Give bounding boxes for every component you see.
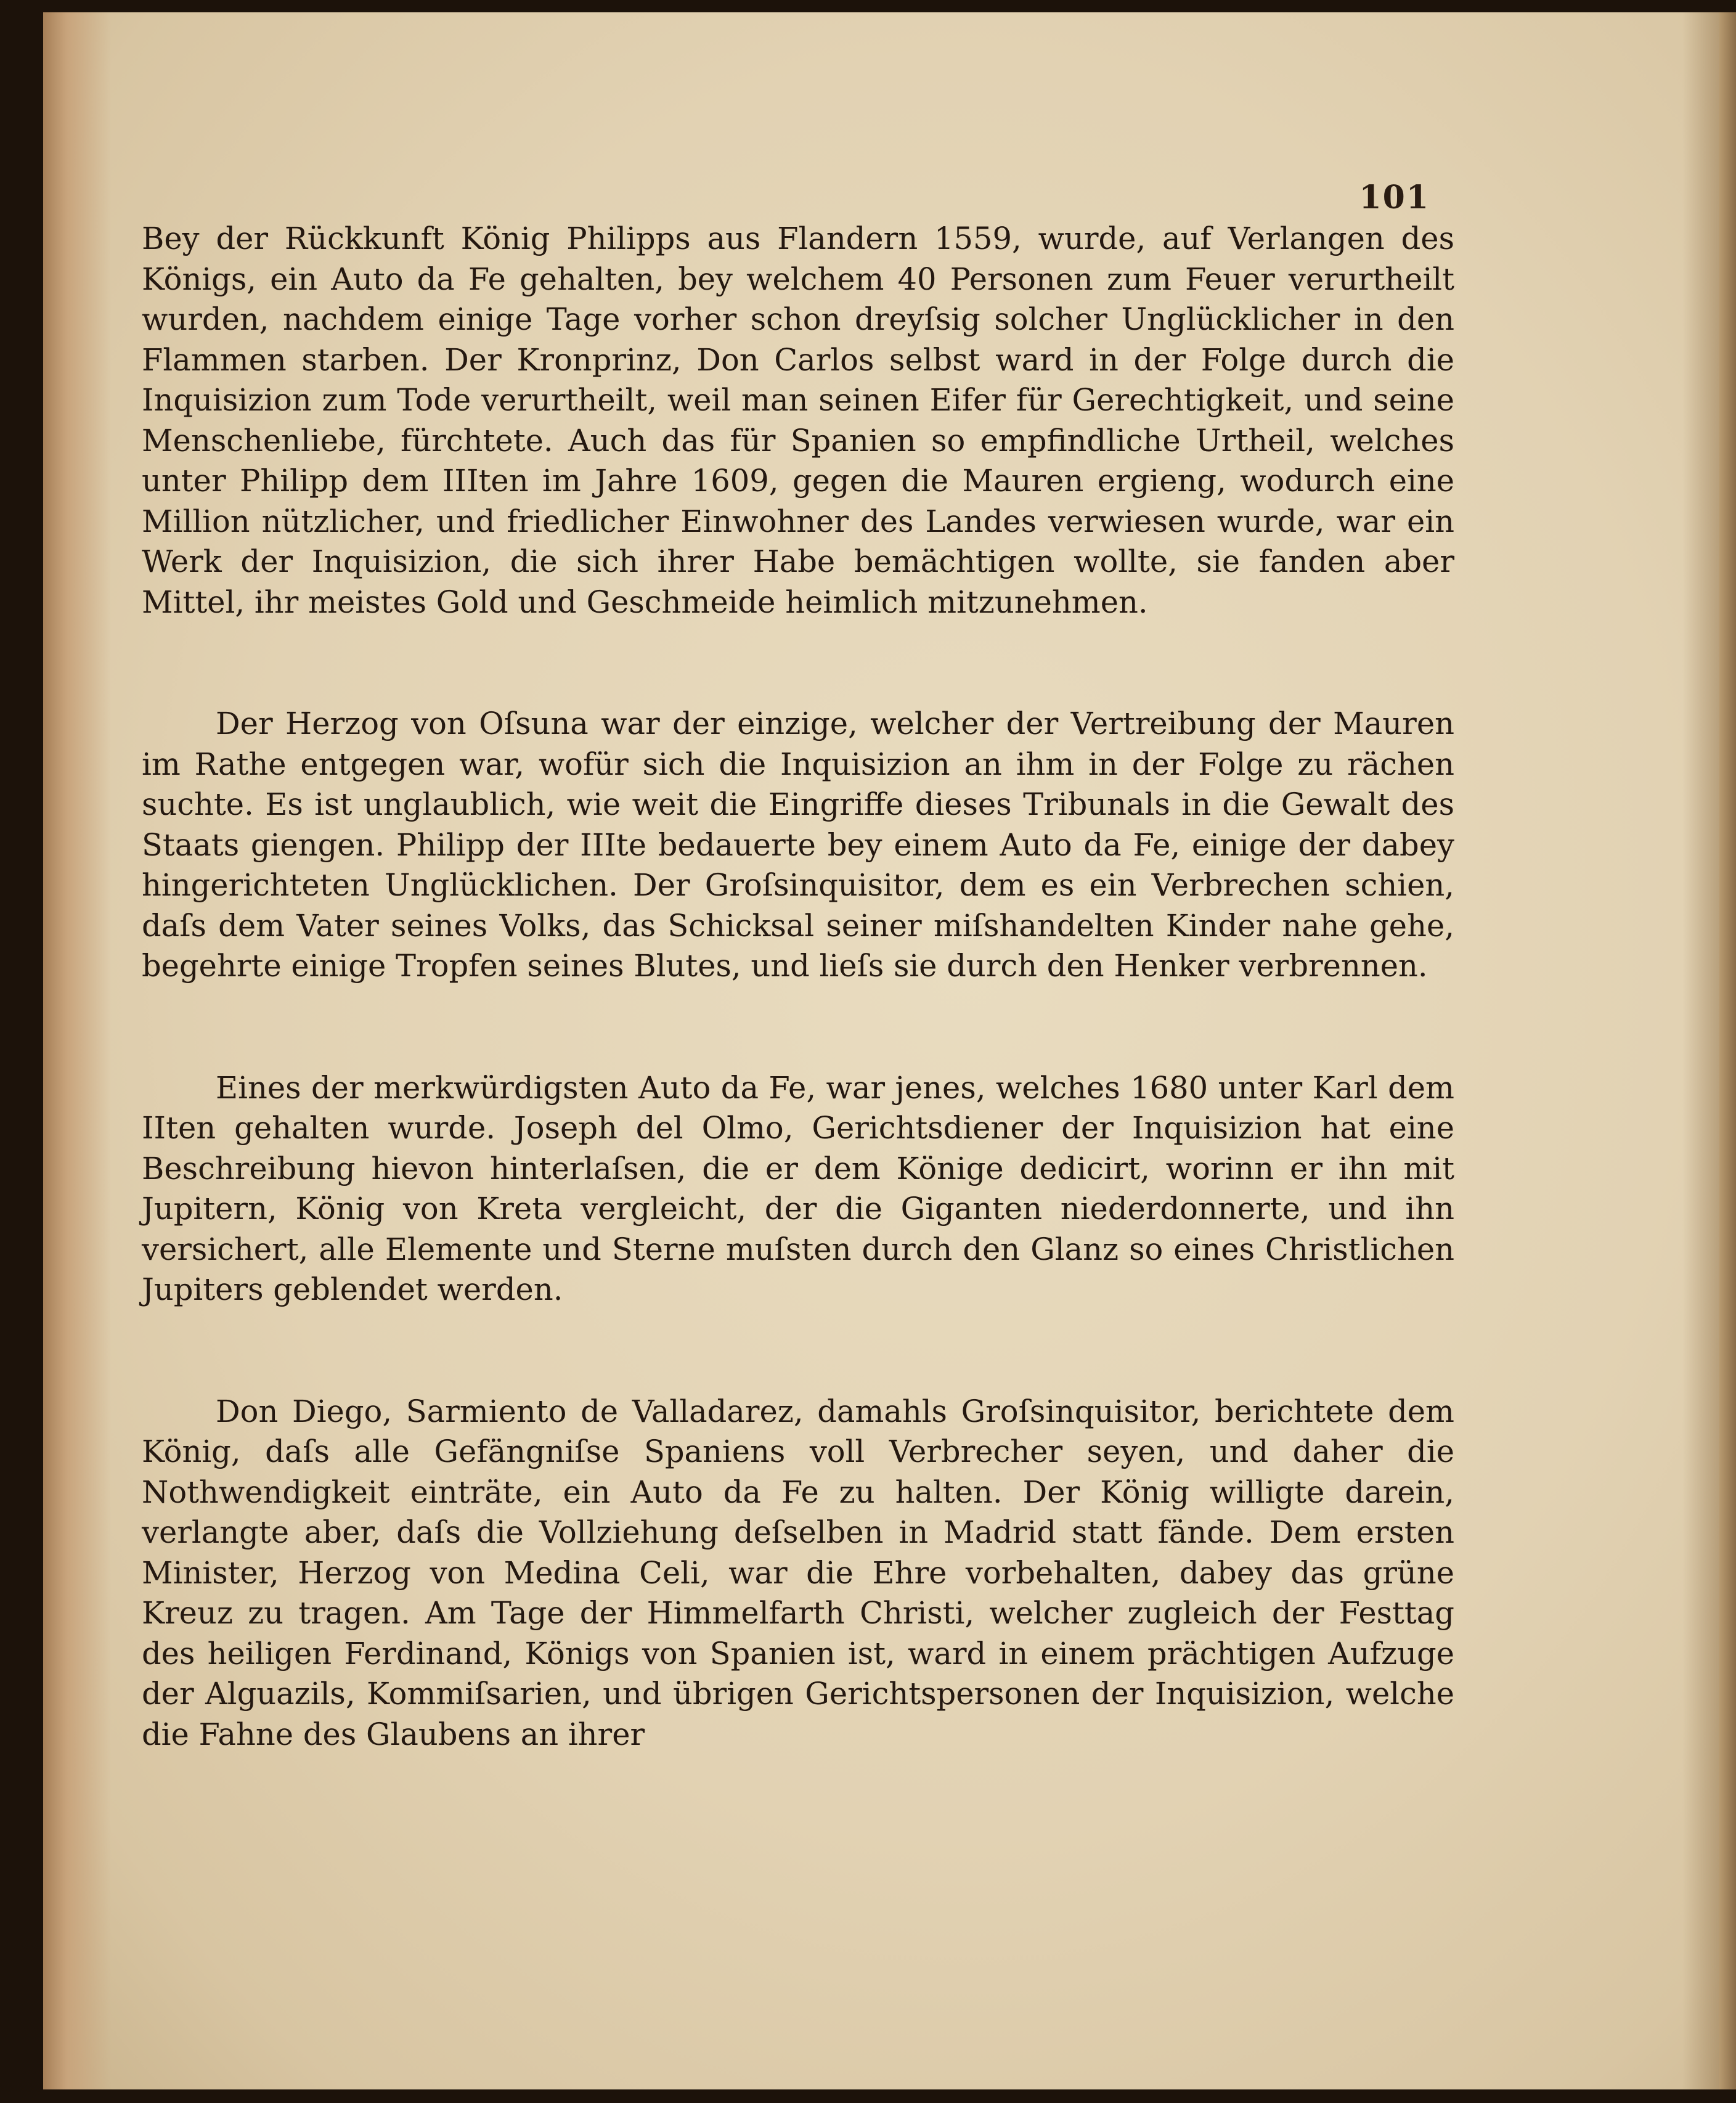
paragraph-1: Bey der Rückkunft König Philipps aus Flandern 1559, wurde, auf Verlangen des Königs, ein Auto da Fe gehalten, bey welchem 40 Personen zum Feuer verurtheilt wurden, nachdem einige Tage vorher schon dreyſsig solcher Unglücklicher in den Flammen starben. Der Kronprinz, Don Carlos selbst ward in der Folge durch die Inquisizion zum Tode verurtheilt, weil man seinen Eifer für Gerechtigkeit, und seine Menschenliebe, fürchtete. Auch das für Spanien so empfindliche Urtheil, welches unter Philipp dem IIIten im Jahre 1609, gegen die Mauren ergieng, wodurch eine Million nützlicher, und friedlicher Einwohner des Landes verwiesen wurde, war ein Werk der Inquisizion, die sich ihrer Habe bemächtigen wollte, sie fanden aber Mittel, ihr meistes Gold und Geschmeide heimlich mitzunehmen. <box>142 221 1454 620</box>
page-edge <box>1719 12 1736 2089</box>
paragraph-2: Der Herzog von Oſsuna war der einzige, welcher der Vertreibung der Mauren im Rathe entgegen war, wofür sich die Inquisizion an ihm in der Folge zu rächen suchte. Es ist unglaublich, wie weit die Eingriffe dieses Tribunals in die Gewalt des Staats giengen. Philipp der IIIte bedauerte bey einem Auto da Fe, einige der dabey hingerichteten Unglücklichen. Der Groſsinquisitor, dem es ein Verbrechen schien, daſs dem Vater seines Volks, das Schicksal seiner miſshandelten Kinder nahe gehe, begehrte einige Tropfen seines Blutes, und lieſs sie durch den Henker verbrennen. <box>142 706 1454 984</box>
page-body <box>142 219 1454 1836</box>
book-page <box>43 12 1719 2089</box>
paragraph-3: Eines der merkwürdigsten Auto da Fe, war jenes, welches 1680 unter Karl dem IIten gehalten wurde. Joseph del Olmo, Gerichtsdiener der Inquisizion hat eine Beschreibung hievon hinterlaſsen, die er dem Könige dedicirt, worinn er ihn mit Jupitern, König von Kreta vergleicht, der die Giganten niederdonnerte, und ihn versichert, alle Elemente und Sterne muſsten durch den Glanz so eines Christlichen Jupiters geblendet werden. <box>142 1069 1454 1307</box>
page-number: 101 <box>1359 179 1430 216</box>
paragraph-4: Don Diego, Sarmiento de Valladarez, damahls Groſsinquisitor, berichtete dem König, daſs alle Gefängniſse Spaniens voll Verbrecher seyen, und daher die Nothwendigkeit einträte, ein Auto da Fe zu halten. Der König willigte darein, verlangte aber, daſs die Vollziehung deſselben in Madrid statt fände. Dem ersten Minister, Herzog von Medina Celi, war die Ehre vorbehalten, dabey das grüne Kreuz zu tragen. Am Tage der Himmelfarth Christi, welcher zugleich der Festtag des heiligen Ferdinand, Königs von Spanien ist, ward in einem prächtigen Aufzuge der Alguazils, Kommiſsarien, und übrigen Gerichtspersonen der Inquisizion, welche die Fahne des Glaubens an ihrer <box>142 1393 1454 1752</box>
